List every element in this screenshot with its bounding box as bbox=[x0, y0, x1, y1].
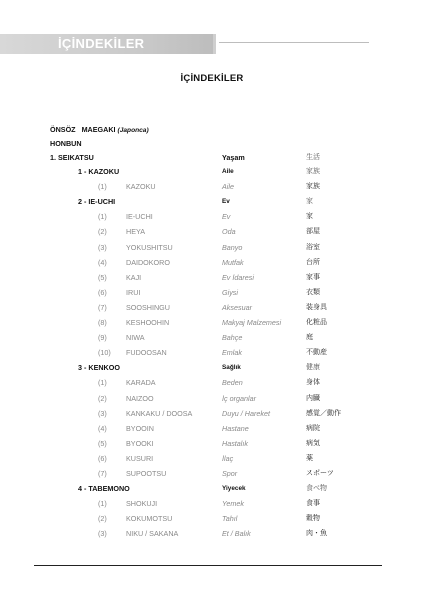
item-kanji: 台所 bbox=[306, 257, 320, 266]
section-title: 4 - TABEMONO bbox=[78, 484, 130, 494]
item-kanji: 化粧品 bbox=[306, 318, 327, 326]
item-turkish: Aksesuar bbox=[222, 302, 252, 312]
item-number: (3) bbox=[98, 242, 107, 252]
item-number: (5) bbox=[98, 272, 107, 282]
item-japanese: KAZOKU bbox=[126, 182, 156, 192]
item-japanese: BYOOKI bbox=[126, 438, 154, 448]
section-heading bbox=[0, 197, 424, 209]
toc-row bbox=[0, 303, 424, 315]
item-turkish: Ev İdaresi bbox=[222, 272, 254, 282]
item-kanji: 家 bbox=[306, 197, 313, 206]
item-japanese: KANKAKU / DOOSA bbox=[126, 408, 193, 418]
toc-row bbox=[0, 258, 424, 270]
toc-row bbox=[0, 318, 424, 330]
section-heading bbox=[0, 363, 424, 375]
item-kanji: 不動産 bbox=[306, 348, 327, 357]
item-number: (7) bbox=[98, 302, 107, 312]
item-kanji: 病気 bbox=[306, 438, 320, 447]
toc-row bbox=[0, 227, 424, 239]
item-number: (6) bbox=[98, 287, 107, 297]
toc-row bbox=[0, 394, 424, 406]
section-title: 2 - IE-UCHI bbox=[78, 197, 116, 207]
toc-row bbox=[0, 273, 424, 285]
item-turkish: Bahçe bbox=[222, 333, 243, 343]
item-number: (5) bbox=[98, 438, 107, 448]
item-turkish: Oda bbox=[222, 227, 236, 237]
item-number: (3) bbox=[98, 408, 107, 418]
item-kanji: 食事 bbox=[306, 499, 320, 508]
preface-label: ÖNSÖZ bbox=[50, 125, 76, 134]
item-turkish: Et / Balık bbox=[222, 529, 251, 539]
item-kanji: 健康 bbox=[306, 363, 320, 372]
item-japanese: NIKU / SAKANA bbox=[126, 529, 179, 539]
chapter-kanji: 生活 bbox=[306, 153, 320, 161]
toc-row bbox=[0, 424, 424, 436]
item-number: (6) bbox=[98, 453, 107, 463]
item-turkish: Ev bbox=[222, 198, 230, 206]
item-kanji: 庭 bbox=[306, 333, 313, 342]
item-turkish: Mutfak bbox=[222, 257, 244, 267]
item-number: (1) bbox=[98, 212, 107, 222]
item-kanji: 感覚／動作 bbox=[306, 408, 341, 417]
item-japanese: SUPOOTSU bbox=[126, 469, 167, 478]
item-japanese: FUDOOSAN bbox=[126, 348, 167, 358]
item-kanji: 家事 bbox=[306, 272, 320, 281]
item-turkish: Tahıl bbox=[222, 514, 238, 524]
honbun-heading: HONBUN bbox=[50, 139, 82, 148]
item-number: (3) bbox=[98, 529, 107, 539]
section-title: 1 - KAZOKU bbox=[78, 167, 120, 176]
item-kanji: 家族 bbox=[306, 167, 320, 175]
item-japanese: KESHOOHIN bbox=[126, 318, 170, 327]
item-number: (1) bbox=[98, 378, 107, 388]
item-number: (4) bbox=[98, 423, 107, 433]
toc-row bbox=[0, 378, 424, 390]
chapter-label: 1. SEIKATSU bbox=[50, 153, 94, 162]
item-number: (2) bbox=[98, 227, 107, 237]
item-kanji: 食べ物 bbox=[306, 484, 327, 493]
page-title: İÇİNDEKİLER bbox=[180, 73, 244, 84]
item-turkish: Beden bbox=[222, 378, 243, 388]
item-turkish: Hastane bbox=[222, 423, 249, 433]
item-kanji: 浴室 bbox=[306, 242, 320, 251]
item-turkish: Aile bbox=[222, 168, 234, 175]
item-turkish: Makyaj Malzemesi bbox=[222, 318, 282, 327]
item-kanji: スポーツ bbox=[306, 469, 334, 477]
item-number: (2) bbox=[98, 393, 107, 403]
item-number: (1) bbox=[98, 499, 107, 509]
item-japanese: DAIDOKORO bbox=[126, 257, 170, 267]
item-japanese: HEYA bbox=[126, 227, 146, 237]
item-number: (9) bbox=[98, 333, 107, 343]
item-japanese: NIWA bbox=[126, 333, 145, 343]
item-kanji: 部屋 bbox=[306, 227, 320, 236]
item-kanji: 衣類 bbox=[306, 287, 320, 296]
item-kanji: 薬 bbox=[306, 453, 313, 462]
item-kanji: 病院 bbox=[306, 423, 320, 432]
item-number: (8) bbox=[98, 318, 107, 327]
item-number: (4) bbox=[98, 257, 107, 267]
item-number: (7) bbox=[98, 469, 107, 478]
item-japanese: KARADA bbox=[126, 378, 156, 388]
item-turkish: Sağlık bbox=[222, 364, 241, 372]
preface-ja: MAEGAKI bbox=[81, 125, 116, 134]
toc-row bbox=[0, 182, 424, 194]
item-japanese: SHOKUJI bbox=[126, 499, 158, 509]
toc-row bbox=[0, 439, 424, 451]
section-title: 3 - KENKOO bbox=[78, 363, 120, 373]
toc-row bbox=[0, 499, 424, 511]
item-number: (10) bbox=[98, 348, 111, 358]
toc-row bbox=[0, 243, 424, 255]
item-turkish: İç organlar bbox=[222, 393, 256, 403]
item-turkish: Emlak bbox=[222, 348, 242, 358]
item-kanji: 家 bbox=[306, 212, 313, 221]
chapter-tr: Yaşam bbox=[222, 153, 245, 162]
item-turkish: Spor bbox=[222, 469, 238, 478]
item-japanese: KAJI bbox=[126, 272, 142, 282]
item-turkish: Aile bbox=[222, 182, 234, 192]
item-japanese: KOKUMOTSU bbox=[126, 514, 173, 524]
item-turkish: Yiyecek bbox=[222, 485, 246, 493]
section-heading bbox=[0, 484, 424, 496]
item-kanji: 内臓 bbox=[306, 393, 320, 402]
item-japanese: IRUI bbox=[126, 287, 141, 297]
item-japanese: SOOSHINGU bbox=[126, 302, 170, 312]
toc-row bbox=[0, 409, 424, 421]
toc-row bbox=[0, 212, 424, 224]
item-turkish: Yemek bbox=[222, 499, 244, 509]
toc-row bbox=[0, 469, 424, 481]
item-kanji: 穀物 bbox=[306, 514, 320, 523]
item-turkish: Giysi bbox=[222, 287, 238, 297]
item-japanese: YOKUSHITSU bbox=[126, 242, 173, 252]
toc-row bbox=[0, 288, 424, 300]
item-turkish: Duyu / Hareket bbox=[222, 408, 270, 418]
footer-rule bbox=[34, 565, 382, 566]
item-kanji: 家族 bbox=[306, 182, 320, 191]
banner-title: İÇİNDEKİLER bbox=[58, 36, 145, 51]
item-turkish: Ev bbox=[222, 212, 231, 222]
item-japanese: NAIZOO bbox=[126, 393, 154, 403]
item-japanese: BYOOIN bbox=[126, 423, 154, 433]
item-japanese: IE-UCHI bbox=[126, 212, 153, 222]
toc-row bbox=[0, 529, 424, 541]
item-number: (1) bbox=[98, 182, 107, 192]
item-kanji: 身体 bbox=[306, 378, 320, 387]
toc-row bbox=[0, 514, 424, 526]
section-heading bbox=[0, 167, 424, 179]
preface-note: (Japonca) bbox=[117, 127, 149, 134]
item-kanji: 装身具 bbox=[306, 302, 327, 311]
item-turkish: Hastalık bbox=[222, 438, 248, 448]
toc-row bbox=[0, 454, 424, 466]
item-turkish: İlaç bbox=[222, 453, 234, 463]
item-turkish: Banyo bbox=[222, 242, 243, 252]
item-number: (2) bbox=[98, 514, 107, 524]
toc-row bbox=[0, 348, 424, 360]
toc-row bbox=[0, 333, 424, 345]
item-japanese: KUSURI bbox=[126, 453, 154, 463]
item-kanji: 肉・魚 bbox=[306, 529, 327, 538]
